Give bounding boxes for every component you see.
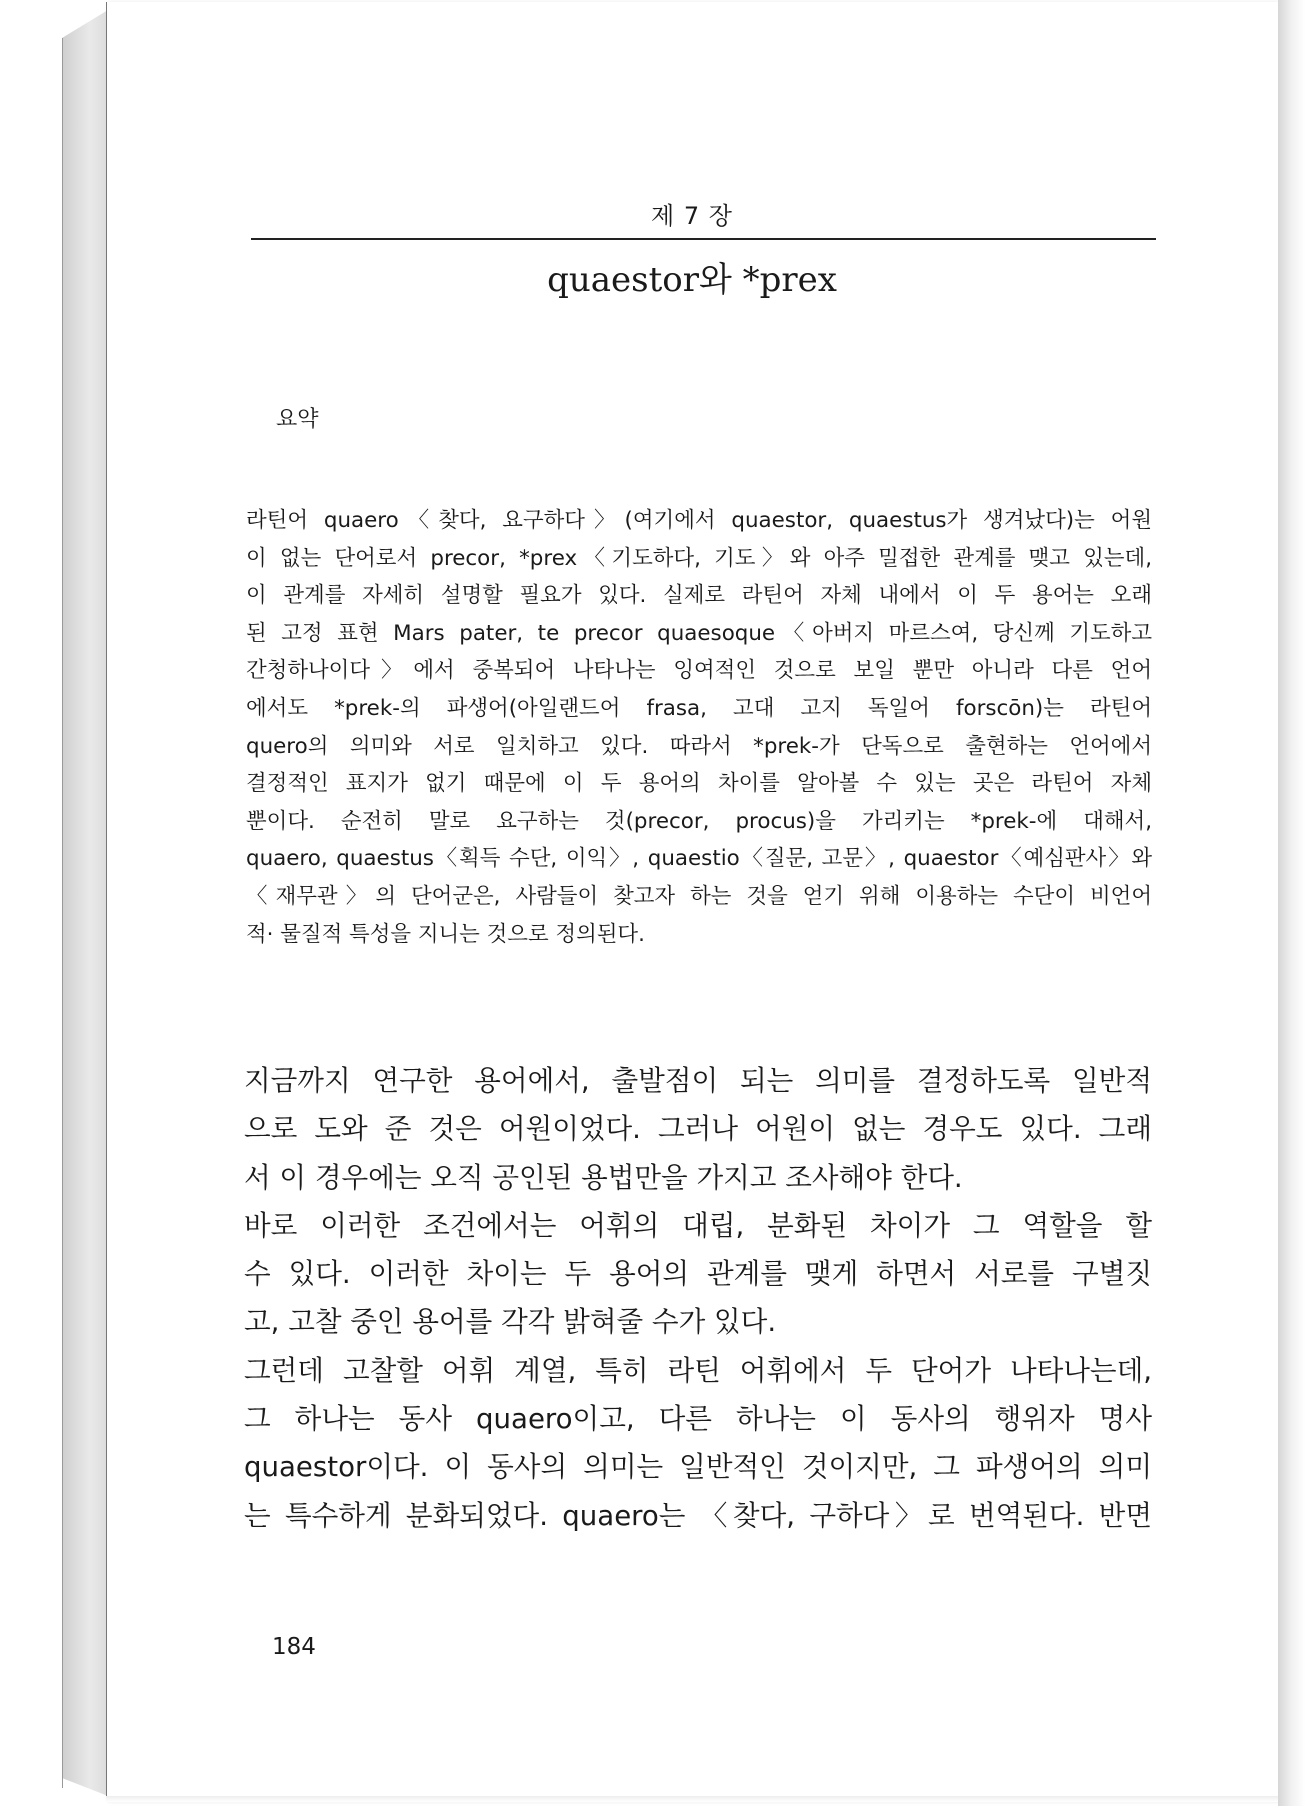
body-text — [244, 1057, 1152, 1540]
chapter-label: 제 7 장 — [651, 202, 733, 230]
summary-paragraph — [246, 502, 1152, 953]
body-line: 그런데 고찰할 어휘 계열, 특히 라틴 어휘에서 두 단어가 나타나는데, — [244, 1353, 1152, 1387]
body-line: 으로 도와 준 것은 어원이었다. 그러나 어원이 없는 경우도 있다. 그래 — [244, 1112, 1152, 1146]
body-line: 바로 이러한 조건에서는 어휘의 대립, 분화된 차이가 그 역할을 할 — [244, 1208, 1152, 1242]
body-line: 그 하나는 동사 quaero이고, 다른 하나는 이 동사의 행위자 명사 — [244, 1402, 1152, 1436]
summary-line: 결정적인 표지가 없기 때문에 이 두 용어의 차이를 알아볼 수 있는 곳은 라틴어 자체 — [246, 771, 1152, 797]
summary-line: 적· 물질적 특성을 지니는 것으로 정의된다. — [246, 921, 645, 947]
body-line: 서 이 경우에는 오직 공인된 용법만을 가지고 조사해야 한다. — [244, 1160, 963, 1194]
summary-line: 이 없는 단어로서 precor, *prex〈기도하다, 기도〉와 아주 밀접한 관계를 맺고 있는데, — [246, 545, 1152, 571]
book-spine-edge — [62, 10, 108, 1796]
page-number: 184 — [272, 1634, 316, 1660]
summary-line: quero의 의미와 서로 일치하고 있다. 따라서 *prek-가 단독으로 출현하는 언어에서 — [246, 733, 1152, 759]
book-spine-line — [62, 38, 63, 1788]
body-line: 지금까지 연구한 용어에서, 출발점이 되는 의미를 결정하도록 일반적 — [244, 1064, 1152, 1097]
summary-line: quaero, quaestus〈획득 수단, 이익〉, quaestio〈질문, 고문〉, quaestor〈예심판사〉와 — [246, 846, 1152, 872]
summary-heading: 요약 — [276, 407, 319, 432]
page-bottom-shade — [106, 1796, 1278, 1802]
summary-line: 된 고정 표현 Mars pater, te precor quaesoque〈아버지 마르스여, 당신께 기도하고 — [246, 620, 1152, 646]
page-right-shadow — [1278, 0, 1305, 1806]
summary-line: 간청하나이다〉에서 중복되어 나타나는 잉여적인 것으로 보일 뿐만 아니라 다른 언어 — [246, 658, 1152, 684]
chapter-title: quaestor와 *prex — [547, 260, 837, 300]
chapter-rule — [251, 238, 1156, 240]
body-line: 수 있다. 이러한 차이는 두 용어의 관계를 맺게 하면서 서로를 구별짓 — [244, 1257, 1152, 1291]
summary-line: 뿐이다. 순전히 말로 요구하는 것(precor, procus)을 가리키는 *prek-에 대해서, — [246, 808, 1152, 834]
summary-line: 〈재무관〉의 단어군은, 사람들이 찾고자 하는 것을 얻기 위해 이용하는 수단이 비언어 — [246, 883, 1152, 909]
body-line: 는 특수하게 분화되었다. quaero는 〈찾다, 구하다〉로 번역된다. 반면 — [244, 1498, 1152, 1532]
body-line: quaestor이다. 이 동사의 의미는 일반적인 것이지만, 그 파생어의 의미 — [244, 1450, 1152, 1484]
summary-line: 에서도 *prek-의 파생어(아일랜드어 frasa, 고대 고지 독일어 forscōn)는 라틴어 — [246, 695, 1152, 721]
summary-line: 이 관계를 자세히 설명할 필요가 있다. 실제로 라틴어 자체 내에서 이 두 용어는 오래 — [246, 583, 1152, 609]
summary-line: 라틴어 quaero〈찾다, 요구하다〉(여기에서 quaestor, quaestus가 생겨났다)는 어원 — [246, 508, 1152, 533]
body-line: 고, 고찰 중인 용어를 각각 밝혀줄 수가 있다. — [244, 1305, 777, 1339]
